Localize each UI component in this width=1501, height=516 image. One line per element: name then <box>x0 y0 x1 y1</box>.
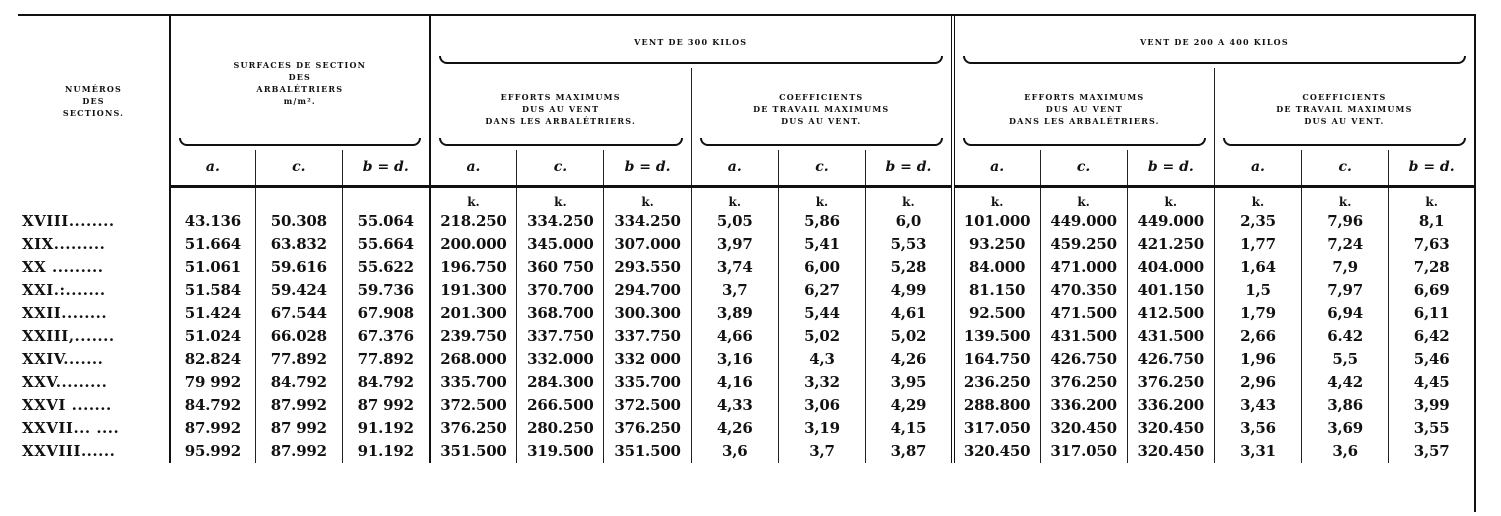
table-cell: 5,86 <box>778 210 865 233</box>
table-cell: 7,96 <box>1302 210 1389 233</box>
table-cell: 426.750 <box>1127 348 1214 371</box>
table-cell: 332 000 <box>604 348 691 371</box>
table-cell: 376.250 <box>604 417 691 440</box>
table-cell: 449.000 <box>1127 210 1214 233</box>
table-cell: 334.250 <box>604 210 691 233</box>
table-cell: 431.500 <box>1040 325 1127 348</box>
unit-label: k. <box>430 186 517 210</box>
section-number: XXIII,....... <box>22 327 115 345</box>
table-cell: 1,79 <box>1214 302 1301 325</box>
table-cell: 87.992 <box>255 394 342 417</box>
table-cell: 59.424 <box>255 279 342 302</box>
table-cell: 4,26 <box>866 348 953 371</box>
table-cell: 449.000 <box>1040 210 1127 233</box>
section-number: XXIV....... <box>22 350 104 368</box>
table-cell: 1,77 <box>1214 233 1301 256</box>
table-frame <box>18 14 1476 512</box>
unit-label: k. <box>1389 186 1474 210</box>
table-cell: 164.750 <box>953 348 1040 371</box>
table-cell: 376.250 <box>430 417 517 440</box>
table-cell: 268.000 <box>430 348 517 371</box>
unit-label: k. <box>1302 186 1389 210</box>
table-cell: 6,42 <box>1389 325 1474 348</box>
table-cell: 5,5 <box>1302 348 1389 371</box>
header-numeros: NUMÉROS DES SECTIONS. <box>62 84 125 118</box>
unit-label: k. <box>1040 186 1127 210</box>
table-cell: 43.136 <box>170 210 255 233</box>
subheader-c: c. <box>1040 150 1127 186</box>
table-cell: 404.000 <box>1127 256 1214 279</box>
table-cell: 3,6 <box>1302 440 1389 463</box>
table-cell: 6.42 <box>1302 325 1389 348</box>
header-efforts-300: EFFORTS MAXIMUMS DUS AU VENT DANS LES ARBALÉTRIERS. <box>430 68 692 150</box>
table-cell: 87.992 <box>170 417 255 440</box>
table-cell: 335.700 <box>430 371 517 394</box>
table-cell: 5,41 <box>778 233 865 256</box>
table-row <box>18 256 1474 279</box>
table-cell: 372.500 <box>430 394 517 417</box>
unit-label: k. <box>604 186 691 210</box>
section-number: XIX......... <box>22 235 106 253</box>
table-row <box>18 233 1474 256</box>
table-cell: 471.000 <box>1040 256 1127 279</box>
unit-label: k. <box>778 186 865 210</box>
table-cell: 3,95 <box>866 371 953 394</box>
table-cell: 3,19 <box>778 417 865 440</box>
table-cell: 82.824 <box>170 348 255 371</box>
table-cell: 101.000 <box>953 210 1040 233</box>
table-cell: 200.000 <box>430 233 517 256</box>
table-cell: 6,94 <box>1302 302 1389 325</box>
table-cell: 4,3 <box>778 348 865 371</box>
unit-row <box>18 186 1474 210</box>
table-cell: 79 992 <box>170 371 255 394</box>
table-cell: 6,0 <box>866 210 953 233</box>
table-cell: 376.250 <box>1040 371 1127 394</box>
table-cell: 300.300 <box>604 302 691 325</box>
subheader-bd: b = d. <box>866 150 953 186</box>
table-cell: 67.376 <box>342 325 429 348</box>
subheader-c: c. <box>517 150 604 186</box>
table-cell: 3,7 <box>778 440 865 463</box>
section-number: XX ......... <box>22 258 104 276</box>
table-cell: 87 992 <box>255 417 342 440</box>
table-cell: 5,46 <box>1389 348 1474 371</box>
table-cell: 5,05 <box>691 210 778 233</box>
table-cell: 55.664 <box>342 233 429 256</box>
table-row <box>18 348 1474 371</box>
table-cell: 360 750 <box>517 256 604 279</box>
table-cell: 4,33 <box>691 394 778 417</box>
table-cell: 5,02 <box>778 325 865 348</box>
subheader-c: c. <box>255 150 342 186</box>
table-cell: 319.500 <box>517 440 604 463</box>
table-cell: 3,89 <box>691 302 778 325</box>
table-cell: 294.700 <box>604 279 691 302</box>
table-cell: 3,55 <box>1389 417 1474 440</box>
table-cell: 6,27 <box>778 279 865 302</box>
table-cell: 3,7 <box>691 279 778 302</box>
table-cell: 67.908 <box>342 302 429 325</box>
table-cell: 471.500 <box>1040 302 1127 325</box>
table-cell: 55.622 <box>342 256 429 279</box>
section-number: XXI.:....... <box>22 281 106 299</box>
section-number: XXVI ....... <box>22 396 112 414</box>
table-cell: 3,86 <box>1302 394 1389 417</box>
table-cell: 412.500 <box>1127 302 1214 325</box>
table-cell: 5,02 <box>866 325 953 348</box>
table-cell: 4,61 <box>866 302 953 325</box>
table-cell: 320.450 <box>1127 417 1214 440</box>
table-cell: 6,00 <box>778 256 865 279</box>
table-cell: 59.616 <box>255 256 342 279</box>
table-cell: 63.832 <box>255 233 342 256</box>
subheader-bd: b = d. <box>1127 150 1214 186</box>
table-cell: 1,96 <box>1214 348 1301 371</box>
table-cell: 336.200 <box>1127 394 1214 417</box>
table-cell: 431.500 <box>1127 325 1214 348</box>
table-cell: 51.424 <box>170 302 255 325</box>
table-cell: 55.064 <box>342 210 429 233</box>
table-cell: 1,5 <box>1214 279 1301 302</box>
table-cell: 3,56 <box>1214 417 1301 440</box>
table-cell: 470.350 <box>1040 279 1127 302</box>
table-cell: 351.500 <box>604 440 691 463</box>
table-row <box>18 325 1474 348</box>
table-cell: 3,43 <box>1214 394 1301 417</box>
table-cell: 3,31 <box>1214 440 1301 463</box>
table-cell: 51.584 <box>170 279 255 302</box>
table-cell: 51.061 <box>170 256 255 279</box>
subheader-a: a. <box>953 150 1040 186</box>
table-cell: 3,99 <box>1389 394 1474 417</box>
unit-label: k. <box>953 186 1040 210</box>
table-cell: 376.250 <box>1127 371 1214 394</box>
section-number: XXVII... .... <box>22 419 120 437</box>
table-cell: 3,6 <box>691 440 778 463</box>
table-cell: 320.450 <box>1127 440 1214 463</box>
section-number: XXV......... <box>22 373 108 391</box>
table-cell: 6,11 <box>1389 302 1474 325</box>
table-cell: 84.792 <box>255 371 342 394</box>
table-cell: 320.450 <box>953 440 1040 463</box>
table-cell: 372.500 <box>604 394 691 417</box>
table-cell: 7,24 <box>1302 233 1389 256</box>
unit-label: k. <box>691 186 778 210</box>
table-cell: 77.892 <box>255 348 342 371</box>
table-cell: 4,42 <box>1302 371 1389 394</box>
table-cell: 288.800 <box>953 394 1040 417</box>
section-number: XXII........ <box>22 304 108 322</box>
unit-label: k. <box>517 186 604 210</box>
table-cell: 4,15 <box>866 417 953 440</box>
table-cell: 334.250 <box>517 210 604 233</box>
table-row <box>18 279 1474 302</box>
header-vent-200-400: VENT DE 200 A 400 KILOS <box>953 16 1474 68</box>
table-cell: 293.550 <box>604 256 691 279</box>
table-cell: 307.000 <box>604 233 691 256</box>
table-cell: 91.192 <box>342 440 429 463</box>
subheader-c: c. <box>1302 150 1389 186</box>
table-cell: 280.250 <box>517 417 604 440</box>
unit-label: k. <box>866 186 953 210</box>
header-coefficients-200-400: COEFFICIENTS DE TRAVAIL MAXIMUMS DUS AU VENT. <box>1214 68 1474 150</box>
table-cell: 3,97 <box>691 233 778 256</box>
data-table <box>18 16 1474 463</box>
table-cell: 336.200 <box>1040 394 1127 417</box>
table-cell: 4,29 <box>866 394 953 417</box>
table-cell: 84.792 <box>342 371 429 394</box>
table-cell: 87.992 <box>255 440 342 463</box>
subheader-a: a. <box>170 150 255 186</box>
table-cell: 320.450 <box>1040 417 1127 440</box>
table-row <box>18 210 1474 233</box>
section-number: XVIII........ <box>22 212 115 230</box>
table-cell: 201.300 <box>430 302 517 325</box>
table-cell: 335.700 <box>604 371 691 394</box>
table-cell: 4,16 <box>691 371 778 394</box>
table-cell: 236.250 <box>953 371 1040 394</box>
header-vent-300: VENT DE 300 KILOS <box>430 16 953 68</box>
table-cell: 4,45 <box>1389 371 1474 394</box>
table-cell: 2,35 <box>1214 210 1301 233</box>
table-cell: 345.000 <box>517 233 604 256</box>
table-cell: 3,74 <box>691 256 778 279</box>
section-number: XXVIII...... <box>22 442 116 460</box>
table-cell: 139.500 <box>953 325 1040 348</box>
subheader-bd: b = d. <box>342 150 429 186</box>
table-cell: 459.250 <box>1040 233 1127 256</box>
table-cell: 2,66 <box>1214 325 1301 348</box>
table-cell: 5,28 <box>866 256 953 279</box>
table-cell: 3,32 <box>778 371 865 394</box>
table-cell: 92.500 <box>953 302 1040 325</box>
table-row <box>18 417 1474 440</box>
table-cell: 351.500 <box>430 440 517 463</box>
table-cell: 421.250 <box>1127 233 1214 256</box>
table-cell: 5,44 <box>778 302 865 325</box>
table-cell: 84.000 <box>953 256 1040 279</box>
subheader-a: a. <box>430 150 517 186</box>
table-cell: 7,28 <box>1389 256 1474 279</box>
table-cell: 370.700 <box>517 279 604 302</box>
table-cell: 4,66 <box>691 325 778 348</box>
subheader-bd: b = d. <box>1389 150 1474 186</box>
header-surfaces: SURFACES DE SECTION DES ARBALÉTRIERS m/m². <box>170 16 430 150</box>
table-cell: 7,97 <box>1302 279 1389 302</box>
table-cell: 7,9 <box>1302 256 1389 279</box>
unit-label: k. <box>1214 186 1301 210</box>
table-cell: 81.150 <box>953 279 1040 302</box>
table-cell: 50.308 <box>255 210 342 233</box>
subheader-bd: b = d. <box>604 150 691 186</box>
table-cell: 332.000 <box>517 348 604 371</box>
table-cell: 4,26 <box>691 417 778 440</box>
table-cell: 426.750 <box>1040 348 1127 371</box>
table-cell: 93.250 <box>953 233 1040 256</box>
table-cell: 239.750 <box>430 325 517 348</box>
table-cell: 337.750 <box>604 325 691 348</box>
table-cell: 59.736 <box>342 279 429 302</box>
header-coefficients-300: COEFFICIENTS DE TRAVAIL MAXIMUMS DUS AU VENT. <box>691 68 953 150</box>
table-cell: 95.992 <box>170 440 255 463</box>
table-cell: 67.544 <box>255 302 342 325</box>
table-cell: 3,16 <box>691 348 778 371</box>
table-cell: 218.250 <box>430 210 517 233</box>
table-cell: 3,57 <box>1389 440 1474 463</box>
table-cell: 2,96 <box>1214 371 1301 394</box>
table-cell: 368.700 <box>517 302 604 325</box>
table-cell: 3,87 <box>866 440 953 463</box>
table-cell: 77.892 <box>342 348 429 371</box>
table-cell: 3,69 <box>1302 417 1389 440</box>
table-cell: 8,1 <box>1389 210 1474 233</box>
unit-label: k. <box>1127 186 1214 210</box>
table-cell: 317.050 <box>953 417 1040 440</box>
table-cell: 51.664 <box>170 233 255 256</box>
header-efforts-200-400: EFFORTS MAXIMUMS DUS AU VENT DANS LES ARBALÉTRIERS. <box>953 68 1215 150</box>
table-cell: 91.192 <box>342 417 429 440</box>
table-cell: 4,99 <box>866 279 953 302</box>
table-cell: 191.300 <box>430 279 517 302</box>
table-cell: 196.750 <box>430 256 517 279</box>
table-cell: 7,63 <box>1389 233 1474 256</box>
table-cell: 66.028 <box>255 325 342 348</box>
table-cell: 6,69 <box>1389 279 1474 302</box>
subheader-a: a. <box>1214 150 1301 186</box>
table-row <box>18 371 1474 394</box>
table-cell: 284.300 <box>517 371 604 394</box>
table-cell: 401.150 <box>1127 279 1214 302</box>
subheader-a: a. <box>691 150 778 186</box>
table-cell: 266.500 <box>517 394 604 417</box>
table-cell: 51.024 <box>170 325 255 348</box>
table-cell: 5,53 <box>866 233 953 256</box>
table-cell: 317.050 <box>1040 440 1127 463</box>
table-cell: 87 992 <box>342 394 429 417</box>
table-cell: 3,06 <box>778 394 865 417</box>
table-row <box>18 302 1474 325</box>
table-cell: 1,64 <box>1214 256 1301 279</box>
table-row <box>18 440 1474 463</box>
subheader-c: c. <box>778 150 865 186</box>
table-cell: 337.750 <box>517 325 604 348</box>
table-row <box>18 394 1474 417</box>
table-cell: 84.792 <box>170 394 255 417</box>
